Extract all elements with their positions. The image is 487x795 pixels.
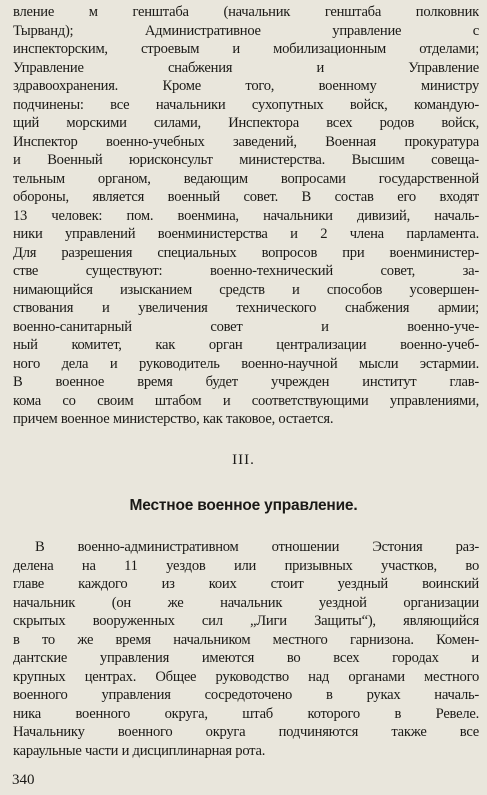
text-line: ствования и увеличения технического снабжения армии; [13,300,479,316]
text-line: Тырванд); Административное управление с [13,22,479,39]
section-title: Местное военное управление. [129,497,358,514]
text-line: военного управления сосредоточено в руках началь- [13,687,479,703]
text-line: Управление снабжения и Управление [13,59,479,76]
text-line: дантские управления имеются во всех городах и [13,650,479,666]
text-line: нимающийся изысканием средств и способов усовершен- [13,281,479,298]
text-line: Инспектор военно-учебных заведений, Военная прокуратура [13,133,479,150]
text-line: скрытых вооруженных сил „Лиги Защиты“), являющийся [13,613,479,629]
text-line: здравоохранения. Кроме того, военному министру [13,78,479,94]
text-line: ники управлений военминистерства и 2 члена парламента. [13,226,479,242]
text-line: стве существуют: военно-технический совет, за- [13,263,479,279]
text-line: военно-санитарный совет и военно-уче- [13,318,479,335]
text-line: причем военное министерство, как таковое, остается. [13,411,334,427]
text-line: В военно-административном отношении Эстония раз- [35,539,479,555]
section-number: III. [232,452,255,468]
text-line: тельным органом, ведающим вопросами государственной [13,170,479,187]
text-line: вление м генштаба (начальник генштаба полковник [13,4,479,20]
text-line: обороны, является военный совет. В состав его входят [13,189,479,205]
text-line: в то же время начальником местного гарнизона. Комен- [13,631,479,648]
text-line: делена на 11 уездов или призывных участков, во [13,557,479,574]
text-line: караульные части и дисциплинарная рота. [13,742,266,759]
text-line: В военное время будет учрежден институт глав- [13,374,479,390]
text-line: щий морскими силами, Инспектора всех родов войск, [13,115,479,131]
text-line: крупных центрах. Общее руководство над органами местного [13,668,479,685]
second-paragraph [13,538,479,760]
text-line: ника военного округа, штаб которого в Ревеле. [13,705,479,722]
text-line: начальник (он же начальник уездной организации [13,594,479,611]
text-line: кома со своим штабом и соответствующими управлениями, [13,392,479,409]
top-paragraph [13,3,479,429]
text-line: Начальнику военного округа подчиняются также все [13,724,479,740]
text-line: 13 человек: пом. военмина, начальники дивизий, началь- [13,207,479,224]
page-number: 340 [12,772,35,788]
text-line: Для разрешения специальных вопросов при военминистер- [13,244,479,261]
text-line: главе каждого из коих стоит уездный воинский [13,576,479,592]
text-line: ного дела и руководитель военно-научной мысли эстармии. [13,355,479,372]
text-line: подчинены: все начальники сухопутных войск, командую- [13,96,479,113]
text-line: ный комитет, как орган централизации военно-учеб- [13,337,479,353]
text-line: и Военный юрисконсульт министерства. Высшим совеща- [13,152,479,168]
text-line: инспекторским, строевым и мобилизационным отделами; [13,41,479,57]
